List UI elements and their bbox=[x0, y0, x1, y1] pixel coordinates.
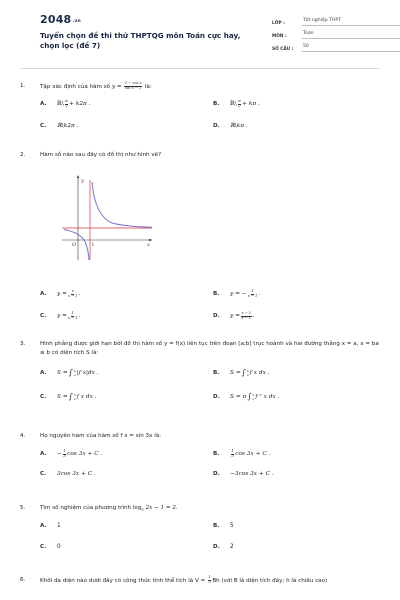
question-3 bbox=[20, 340, 380, 404]
stem-text: Tìm số nghiệm của phương trình log bbox=[40, 505, 142, 511]
integral-limits bbox=[74, 393, 76, 401]
meta-value: 50 bbox=[302, 44, 400, 52]
option-a[interactable] bbox=[40, 290, 80, 299]
question-5 bbox=[20, 504, 380, 553]
document-title: Tuyển chọn đề thi thử THPTQG môn Toán cực hay, chọn lọc (đề 7) bbox=[40, 31, 241, 50]
question-text bbox=[40, 82, 380, 92]
option-c[interactable] bbox=[40, 123, 78, 129]
option-math: ℝ\kπ . bbox=[230, 122, 248, 129]
option-label: D. bbox=[213, 471, 220, 477]
option-d[interactable] bbox=[213, 471, 274, 477]
option-a[interactable] bbox=[40, 523, 61, 529]
option-label: B. bbox=[213, 451, 220, 458]
option-math: f x dx . bbox=[249, 369, 270, 376]
fraction-numerator: 1 bbox=[63, 449, 66, 453]
tick-label-1: 1 bbox=[91, 243, 95, 248]
fraction-denominator: sin x − 1 bbox=[125, 85, 142, 90]
option-label: A. bbox=[40, 291, 47, 298]
option-b[interactable] bbox=[213, 290, 260, 299]
option-label: C. bbox=[40, 543, 47, 550]
lower-limit: a bbox=[246, 372, 249, 377]
option-math: y = bbox=[230, 313, 240, 320]
option-label: D. bbox=[213, 543, 220, 550]
option-fraction bbox=[63, 450, 66, 459]
integral-limits bbox=[247, 369, 249, 377]
meta-row-class bbox=[272, 14, 400, 26]
fraction-denominator: x − 1 bbox=[247, 293, 258, 298]
fraction-denominator: x − 1 bbox=[67, 293, 78, 298]
fraction-numerator: π bbox=[238, 98, 241, 103]
options bbox=[20, 290, 380, 320]
fraction-denominator: 3 bbox=[63, 453, 66, 458]
option-math: + k2π . bbox=[69, 101, 91, 108]
y-axis-arrow bbox=[77, 175, 79, 178]
question-text: Hàm số nào sau đây có đồ thị như hình vẽ? bbox=[40, 152, 162, 158]
logo-text: 2048 bbox=[40, 13, 72, 26]
upper-limit: b bbox=[73, 368, 76, 373]
meta-value: Tốt nghiệp THPT bbox=[302, 18, 400, 26]
option-math: S = bbox=[230, 369, 241, 376]
logo-suffix: .vn bbox=[72, 19, 81, 24]
options bbox=[20, 450, 380, 480]
question-stem bbox=[20, 151, 380, 160]
site-logo[interactable] bbox=[40, 13, 81, 26]
option-math: ℝ\k2π . bbox=[57, 122, 79, 129]
fraction-numerator: π bbox=[65, 98, 68, 103]
log-base: 2 bbox=[141, 506, 144, 512]
option-math: y = − bbox=[230, 291, 247, 298]
stem-fraction bbox=[208, 576, 211, 585]
option-label: C. bbox=[40, 122, 47, 129]
question-text: Họ nguyên hàm của hàm số f x = sin 3x là: bbox=[40, 433, 162, 439]
option-math: S = bbox=[57, 393, 68, 400]
option-fraction bbox=[247, 289, 261, 299]
option-math: . bbox=[78, 313, 81, 320]
meta-row-subject bbox=[272, 27, 400, 39]
option-d[interactable] bbox=[213, 392, 279, 401]
option-fraction bbox=[231, 450, 234, 459]
option-b[interactable] bbox=[213, 100, 260, 109]
stem-text: là: bbox=[144, 83, 152, 90]
meta-label: LỚP : bbox=[272, 20, 285, 26]
question-1 bbox=[20, 82, 380, 136]
option-math: cos 3x + C . bbox=[235, 451, 271, 458]
meta-block bbox=[272, 14, 400, 53]
option-c[interactable] bbox=[40, 471, 96, 477]
options bbox=[20, 100, 380, 136]
option-math: 3cos 3x + C . bbox=[57, 471, 96, 477]
question-text bbox=[40, 504, 380, 514]
question-stem bbox=[20, 432, 380, 441]
option-label: A. bbox=[40, 522, 47, 529]
x-axis-arrow bbox=[149, 239, 152, 241]
option-math: |f x|dx . bbox=[76, 369, 99, 376]
lower-limit: a bbox=[252, 396, 255, 401]
question-stem bbox=[20, 82, 380, 92]
option-d[interactable] bbox=[213, 544, 234, 550]
option-math: . bbox=[252, 313, 255, 320]
question-number: 2. bbox=[20, 152, 26, 158]
option-c[interactable] bbox=[40, 544, 61, 550]
question-2-options bbox=[20, 290, 380, 320]
option-c[interactable] bbox=[40, 312, 80, 321]
option-a[interactable] bbox=[40, 450, 102, 459]
option-label: A. bbox=[40, 451, 47, 458]
upper-limit: b bbox=[73, 392, 76, 397]
question-number: 1. bbox=[20, 83, 26, 89]
option-math: S = bbox=[57, 369, 68, 376]
question-text: Hình phẳng được giới hạn bởi đồ thị hàm số y = f(x) liên tục trên đoạn [a;b] trục hoành và hai đường thẳng x = a, x = ba ≤ b có diện tích S là: bbox=[40, 341, 379, 356]
option-math: cos 3x + C . bbox=[67, 451, 103, 458]
stem-math: 2x − 1 = 2. bbox=[145, 505, 178, 511]
question-4 bbox=[20, 432, 380, 480]
fraction-denominator: 3 bbox=[208, 579, 211, 584]
fraction-denominator: 2 bbox=[65, 103, 68, 108]
option-math: . bbox=[78, 291, 81, 298]
upper-limit: b bbox=[252, 392, 255, 397]
option-label: B. bbox=[213, 101, 220, 108]
option-math: y = bbox=[57, 291, 67, 298]
option-math: S = π bbox=[230, 393, 247, 400]
meta-row-count bbox=[272, 40, 400, 52]
integral-sign: ∫ bbox=[241, 368, 246, 377]
fraction-denominator: x − 1 bbox=[67, 315, 78, 320]
function-graph bbox=[60, 170, 156, 262]
fraction-numerator: x bbox=[71, 289, 74, 293]
option-value: 2 bbox=[230, 543, 234, 550]
document-header bbox=[20, 0, 380, 62]
option-fraction bbox=[238, 100, 241, 109]
question-number: 6. bbox=[20, 577, 26, 583]
options bbox=[20, 523, 380, 553]
option-label: C. bbox=[40, 471, 47, 477]
fraction-numerator: 1 bbox=[71, 311, 74, 315]
lower-limit: a bbox=[73, 396, 76, 401]
option-c[interactable] bbox=[40, 392, 97, 401]
option-math: . bbox=[258, 291, 261, 298]
option-math: y = bbox=[57, 313, 67, 320]
option-label: B. bbox=[213, 291, 220, 298]
option-a[interactable] bbox=[40, 368, 99, 377]
option-a[interactable] bbox=[40, 100, 91, 109]
question-stem bbox=[20, 576, 380, 586]
option-fraction bbox=[68, 290, 78, 299]
option-value: 1 bbox=[57, 522, 61, 529]
stem-text: Bh (với B là diện tích đáy; h là chiều cao) bbox=[212, 577, 328, 584]
fraction-numerator: 1 − cos x bbox=[124, 81, 142, 85]
option-math: + kπ . bbox=[242, 101, 260, 108]
fraction-numerator: 1 bbox=[231, 449, 234, 453]
options bbox=[20, 368, 380, 404]
option-fraction bbox=[68, 312, 78, 321]
question-stem bbox=[20, 504, 380, 514]
option-value: 5 bbox=[230, 522, 234, 529]
question-stem bbox=[20, 340, 380, 358]
x-axis-label: x bbox=[147, 242, 150, 248]
question-number: 3. bbox=[20, 341, 26, 347]
stem-fraction bbox=[124, 82, 142, 91]
option-math: f ² x dx . bbox=[255, 393, 280, 400]
stem-text: Khối đa diện nào dưới đây có công thức tính thể tích là V = bbox=[40, 577, 206, 584]
fraction-denominator: 3 bbox=[231, 453, 234, 458]
option-fraction bbox=[65, 100, 68, 109]
meta-label: SỐ CÂU : bbox=[272, 46, 294, 52]
upper-limit: b bbox=[246, 368, 249, 373]
option-value: 0 bbox=[57, 543, 61, 550]
option-label: B. bbox=[213, 522, 220, 529]
option-label: B. bbox=[213, 369, 220, 376]
option-label: D. bbox=[213, 122, 220, 129]
header-divider bbox=[20, 68, 380, 69]
option-math: ℝ\ bbox=[230, 101, 237, 108]
lower-limit: a bbox=[73, 372, 76, 377]
integral-sign: ∫ bbox=[68, 368, 73, 377]
option-label: C. bbox=[40, 313, 47, 320]
question-text bbox=[40, 576, 380, 586]
fraction-denominator: x − 1 bbox=[241, 315, 252, 320]
option-math: ℝ\ bbox=[57, 101, 64, 108]
option-b[interactable] bbox=[213, 450, 270, 459]
option-b[interactable] bbox=[213, 523, 234, 529]
curve-left-branch bbox=[64, 230, 89, 261]
question-6 bbox=[20, 576, 380, 586]
option-math: − bbox=[57, 451, 62, 458]
question-2 bbox=[20, 151, 380, 160]
fraction-denominator: 2 bbox=[238, 103, 241, 108]
integral-sign: ∫ bbox=[247, 392, 252, 401]
question-number: 5. bbox=[20, 505, 26, 511]
option-label: A. bbox=[40, 101, 47, 108]
fraction-numerator: x − 2 bbox=[241, 311, 252, 315]
option-label: C. bbox=[40, 393, 47, 400]
origin-label: O bbox=[72, 242, 77, 248]
stem-math: y = bbox=[111, 83, 122, 90]
question-number: 4. bbox=[20, 433, 26, 439]
option-d[interactable] bbox=[213, 312, 254, 321]
option-label: A. bbox=[40, 369, 47, 376]
meta-value: Toán bbox=[302, 31, 400, 39]
option-label: D. bbox=[213, 393, 220, 400]
integral-limits bbox=[74, 369, 76, 377]
option-b[interactable] bbox=[213, 368, 270, 377]
option-math: f x dx . bbox=[76, 393, 97, 400]
option-math: −3cos 3x + C . bbox=[230, 471, 274, 477]
meta-label: MÔN : bbox=[272, 33, 287, 39]
option-d[interactable] bbox=[213, 123, 248, 129]
option-label: D. bbox=[213, 313, 220, 320]
integral-sign: ∫ bbox=[68, 392, 73, 401]
y-axis-label: y bbox=[81, 178, 84, 184]
curve-right-branch bbox=[92, 182, 152, 227]
option-fraction bbox=[241, 312, 252, 321]
fraction-numerator: 1 bbox=[251, 289, 254, 293]
stem-text: Tập xác định của hàm số bbox=[40, 83, 111, 90]
fraction-numerator: 1 bbox=[208, 575, 211, 579]
